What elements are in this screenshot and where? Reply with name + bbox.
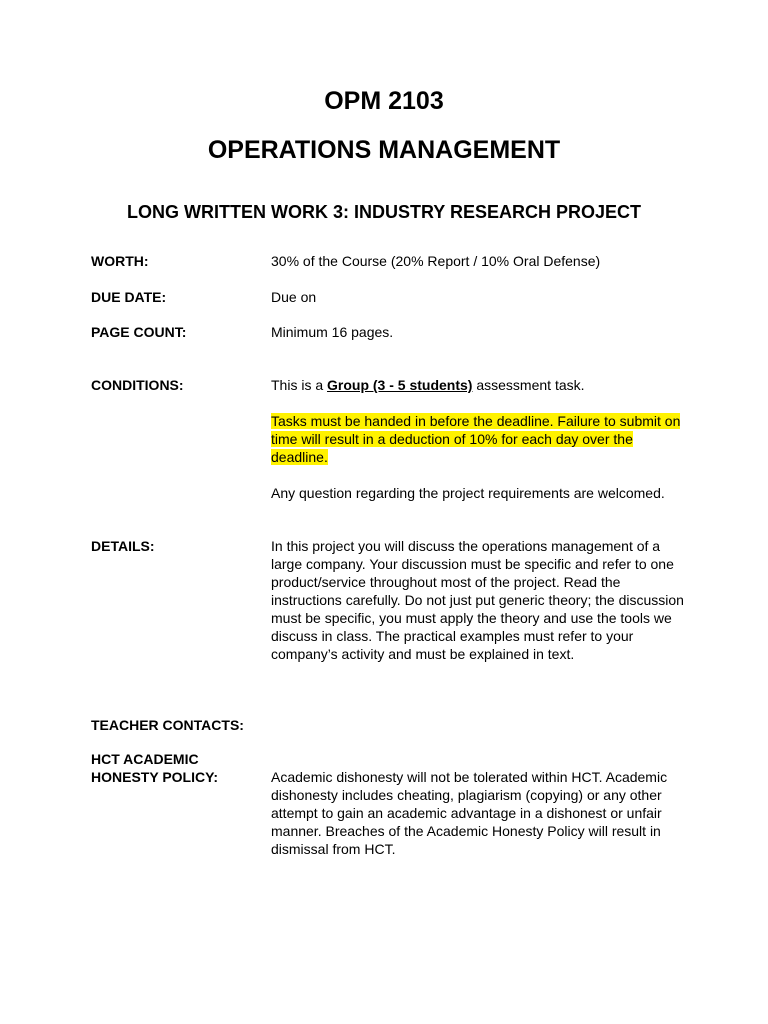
course-name: OPERATIONS MANAGEMENT bbox=[207, 136, 561, 164]
assignment-title: LONG WRITTEN WORK 3: INDUSTRY RESEARCH PROJECT bbox=[126, 202, 642, 222]
conditions-prefix: This is a bbox=[271, 377, 328, 393]
honesty-text: Academic dishonesty will not be tolerated within HCT. Academic dishonesty includes cheating, plagiarism (copying) or any other attempt to gain an academic advantage in a dishonest or unfair manner. Breaches of the Academic Honesty Policy will result in dismissal from HCT. bbox=[271, 769, 668, 857]
conditions-suffix: assessment task. bbox=[472, 377, 585, 393]
conditions-group-line bbox=[271, 376, 691, 394]
deadline-notice bbox=[271, 412, 681, 466]
honesty-label-line2: HONESTY POLICY: bbox=[91, 769, 219, 785]
deadline-highlight-2: before the deadline. Failure to submit on time will result in a deduction of 10% for each day over the deadline. bbox=[271, 413, 681, 465]
page-count-value: Minimum 16 pages. bbox=[271, 324, 394, 340]
questions-note: Any question regarding the project requirements are welcomed. bbox=[271, 485, 665, 501]
course-code: OPM 2103 bbox=[324, 87, 444, 115]
due-date-value: Due on bbox=[271, 289, 317, 305]
deadline-highlight-1: Tasks must be handed in bbox=[271, 413, 426, 429]
worth-label: WORTH: bbox=[91, 253, 149, 269]
due-date-label: DUE DATE: bbox=[91, 289, 167, 305]
details-text: In this project you will discuss the operations management of a large company. Your discussion must be specific and refer to one product/service throughout most of the project. Read the instructions carefully. Do not just put generic theory; the discussion must be specific, you must apply the theory and use the tools we discuss in class. The practical examples must refer to your company’s activity and must be explained in text. bbox=[271, 538, 684, 662]
details-label: DETAILS: bbox=[91, 538, 155, 554]
group-size-emphasis: Group (3 - 5 students) bbox=[327, 377, 473, 393]
page-count-label: PAGE COUNT: bbox=[91, 324, 187, 340]
worth-value: 30% of the Course (20% Report / 10% Oral Defense) bbox=[271, 253, 601, 269]
honesty-label-line1: HCT ACADEMIC bbox=[91, 751, 199, 767]
conditions-label: CONDITIONS: bbox=[91, 377, 184, 393]
teacher-contacts-label: TEACHER CONTACTS: bbox=[91, 717, 244, 733]
